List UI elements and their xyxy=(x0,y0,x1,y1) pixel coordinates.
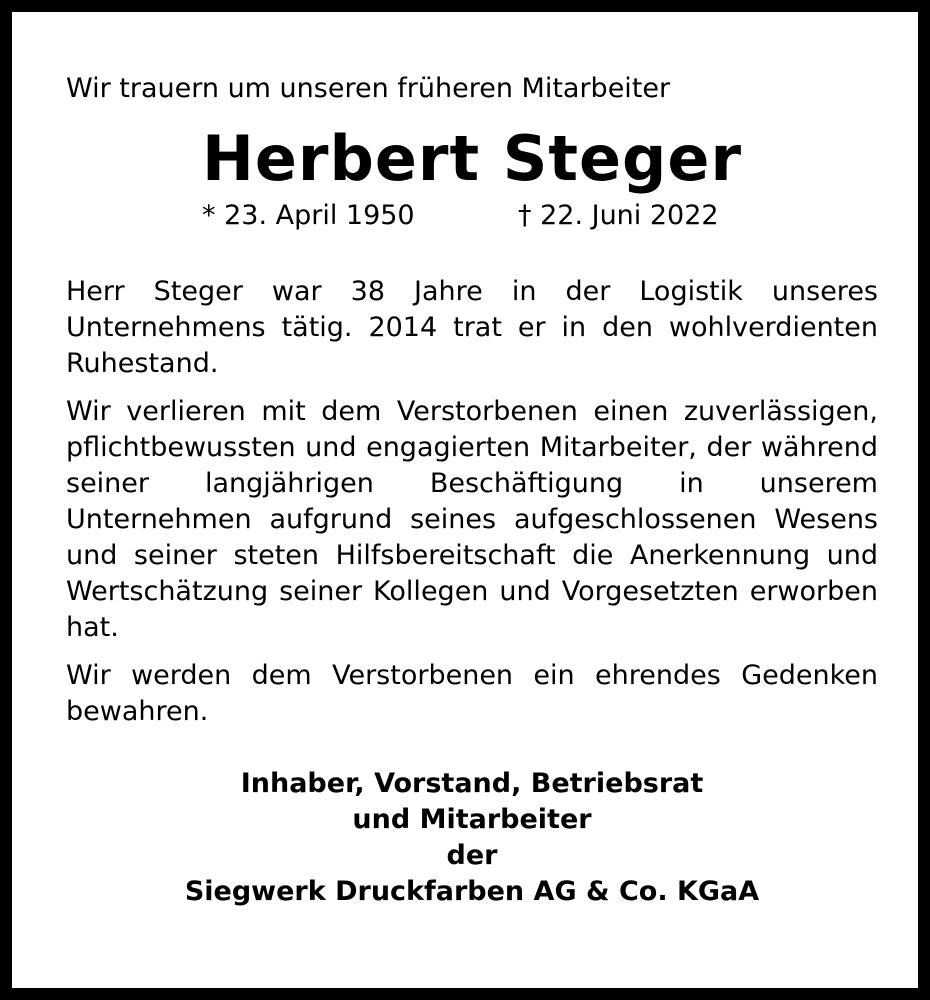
paragraph-career: Herr Steger war 38 Jahre in der Logistik unseres Unternehmens tätig. 2014 trat er in den wohlverdienten Ruhestand. xyxy=(66,276,878,379)
obituary-notice xyxy=(12,12,918,988)
deceased-name: Herbert Steger xyxy=(201,122,743,195)
signature-line: Inhaber, Vorstand, Betriebsrat xyxy=(240,768,704,799)
paragraph-remembrance: Wir werden dem Verstorbenen ein ehrendes Gedenken bewahren. xyxy=(66,660,878,727)
signature-line: und Mitarbeiter xyxy=(352,804,592,835)
signature-line: der xyxy=(446,840,498,871)
notice-content xyxy=(66,72,878,910)
signature-block xyxy=(66,766,878,910)
intro-line: Wir trauern um unseren früheren Mitarbeiter xyxy=(66,73,671,104)
company-name: Siegwerk Druckfarben AG & Co. KGaA xyxy=(184,876,760,907)
life-dates xyxy=(66,198,878,238)
paragraph-tribute: Wir verlieren mit dem Verstorbenen einen zuverlässigen, pflichtbewussten und engagierten Mitarbeiter, der während seiner langjährigen Beschäftigung in unserem Unternehmen aufgrund seines aufgeschlossenen Wesens und seiner steten Hilfsbereitschaft die Anerkennung und Wertschätzung seiner Kollegen und Vorgesetzten erworben hat. xyxy=(66,396,878,643)
death-date: † 22. Juni 2022 xyxy=(518,200,719,231)
birth-date: * 23. April 1950 xyxy=(202,200,415,231)
